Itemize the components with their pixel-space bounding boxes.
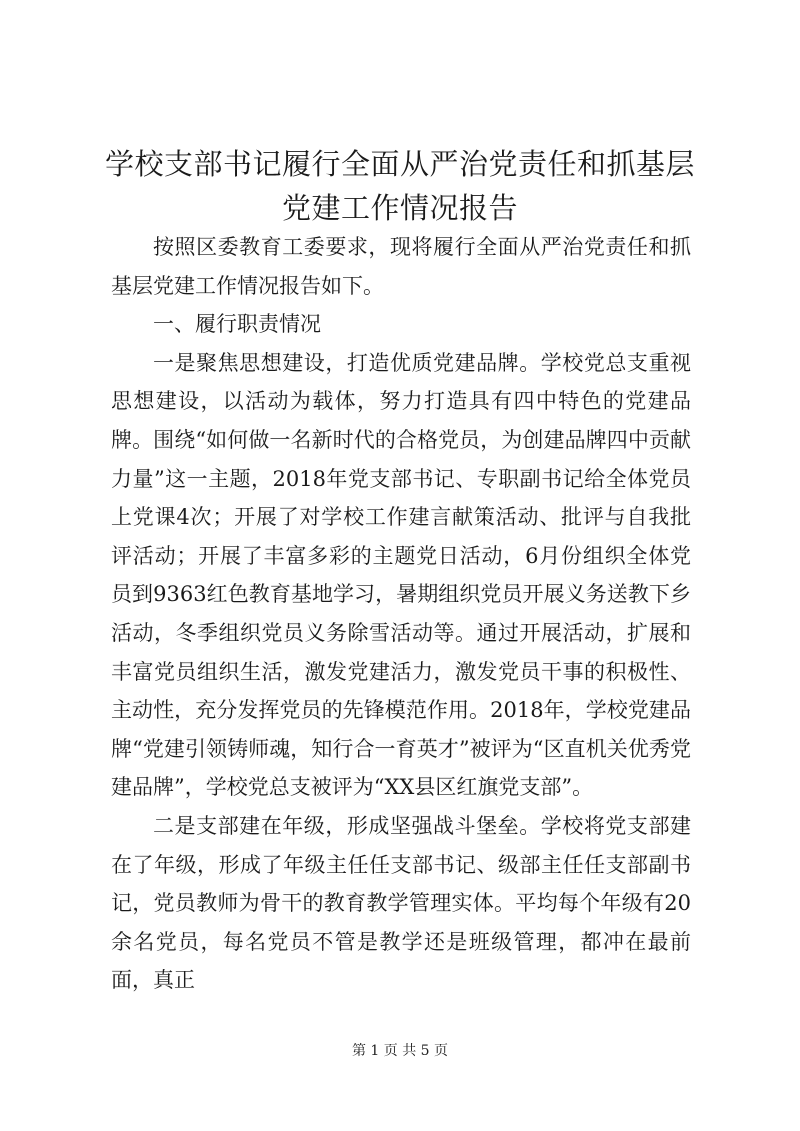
section-heading: 一、履行职责情况 (153, 312, 321, 337)
page-number-footer: 第 1 页 共 5 页 (351, 1043, 449, 1059)
document-title-line-1: 学校支部书记履行全面从严治党责任和抓基层 (104, 147, 695, 181)
document-title-line-2: 党建工作情况报告 (281, 191, 518, 225)
body-paragraph-2: 二是支部建在年级，形成坚强战斗堡垒。学校将党支部建在了年级，形成了年级主任任支部书记、级部主任任支部副书记，党员教师为骨干的教育教学管理实体。平均每个年级有20余名党员，每名党员不管是教学还是班级管理，都冲在最前面，真正 (111, 813, 691, 993)
body-paragraph-1: 一是聚焦思想建设，打造优质党建品牌。学校党总支重视思想建设，以活动为载体，努力打造具有四中特色的党建品牌。围绕“如何做一名新时代的合格党员，为创建品牌四中贡献力量”这一主题，2018年党支部书记、专职副书记给全体党员上党课4次；开展了对学校工作建言献策活动、批评与自我批评活动；开展了丰富多彩的主题党日活动，6月份组织全体党员到9363红色教育基地学习，暑期组织党员开展义务送教下乡活动，冬季组织党员义务除雪活动等。通过开展活动，扩展和丰富党员组织生活，激发党建活力，激发党员干事的积极性、主动性，充分发挥党员的先锋模范作用。2018年，学校党建品牌“党建引领铸师魂，知行合一育英才”被评为“区直机关优秀党建品牌”，学校党总支被评为“XX县区红旗党支部”。 (111, 350, 691, 800)
document-body (111, 228, 691, 1000)
intro-paragraph: 按照区委教育工委要求，现将履行全面从严治党责任和抓基层党建工作情况报告如下。 (111, 235, 691, 298)
